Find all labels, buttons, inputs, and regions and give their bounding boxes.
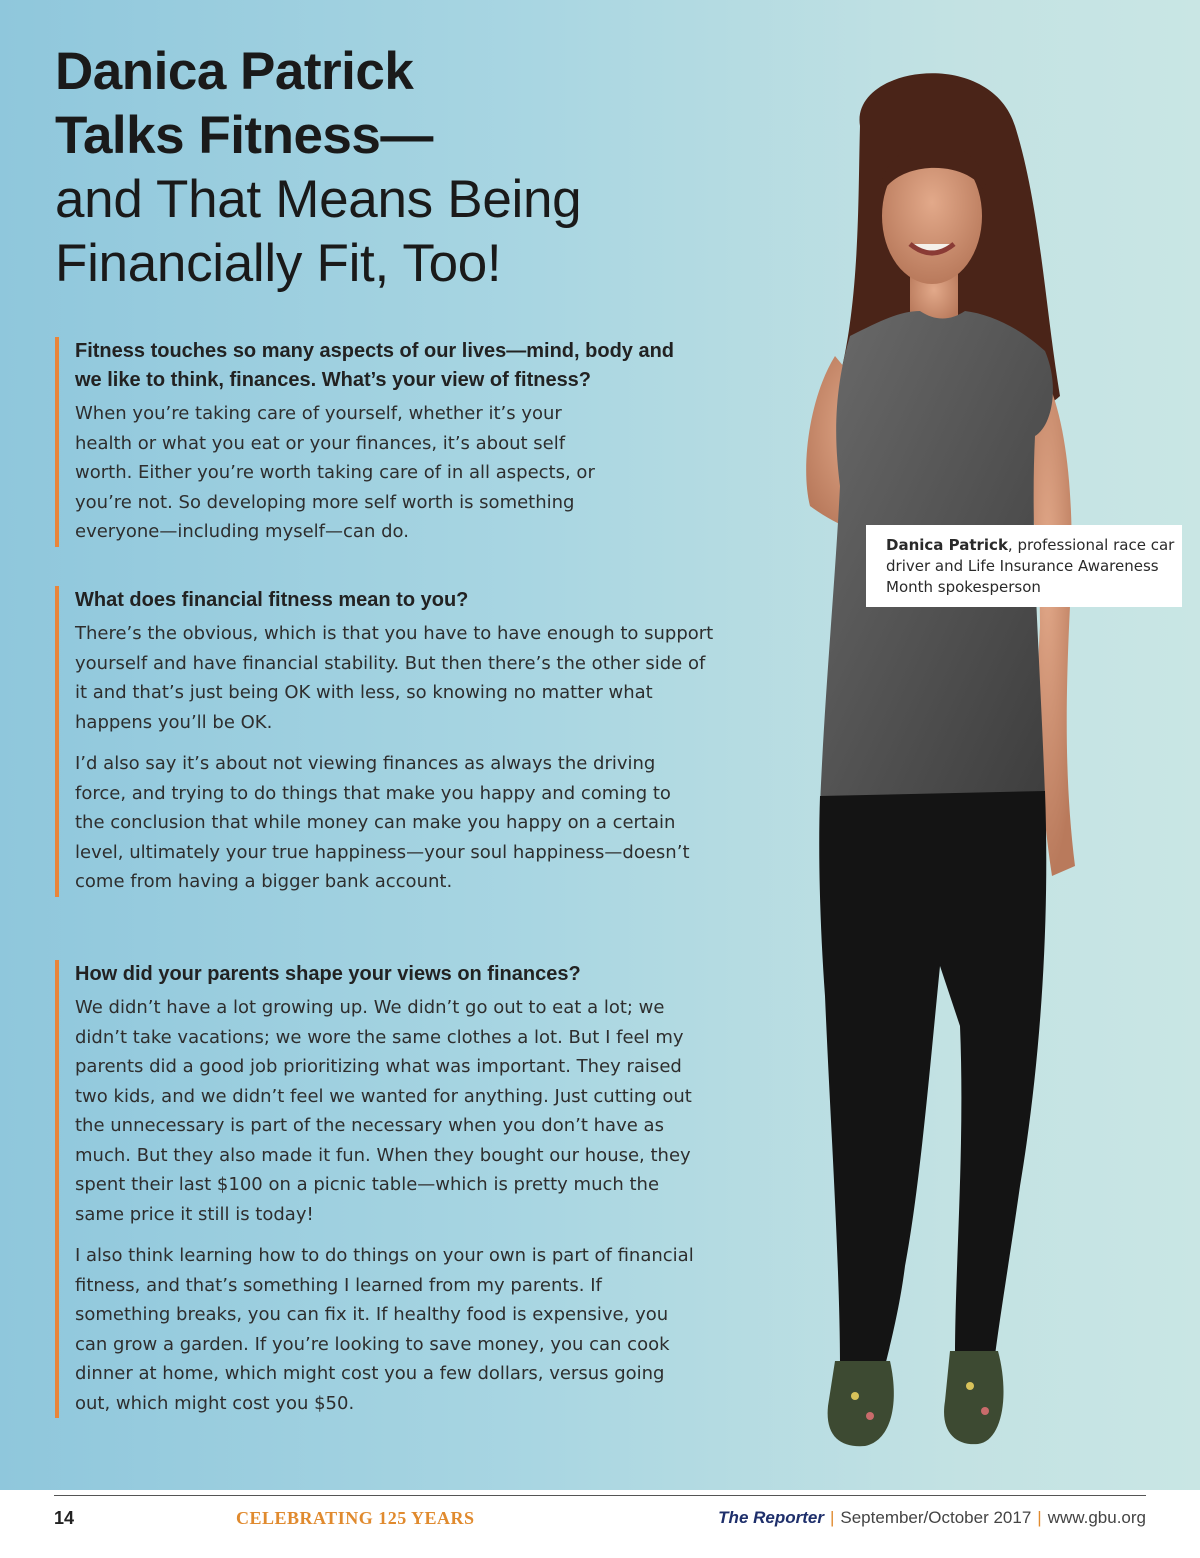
- photo-caption: [866, 525, 1182, 607]
- footer-divider: [54, 1495, 1146, 1496]
- title-line-1: Danica Patrick: [55, 42, 414, 101]
- qa-block-3: [55, 960, 695, 1418]
- article-title: [55, 40, 735, 296]
- title-line-3: and That Means Being: [55, 170, 582, 229]
- title-line-2: Talks Fitness—: [55, 106, 433, 165]
- answer: I’d also say it’s about not viewing finances as always the driving force, and trying to do things that make you happy and coming to the conclusion that while money can make you happy on a certain level, ultimately your true happiness—your soul happiness—doesn’t come from having a bigger bank account.: [75, 753, 690, 892]
- qa-block-2: [55, 586, 715, 897]
- question: What does financial fitness mean to you?: [75, 589, 469, 611]
- footer-publication-info: [718, 1508, 1146, 1528]
- footer-separator: |: [1037, 1508, 1042, 1527]
- question: How did your parents shape your views on finances?: [75, 963, 581, 985]
- answer: We didn’t have a lot growing up. We didn’t go out to eat a lot; we didn’t take vacations; we wore the same clothes a lot. But I feel my parents did a good job prioritizing what was important. They raised two kids, and we didn’t feel we wanted for anything. Just cutting out the unnecessary is part of the necessary when you don’t have as much. But they also made it fun. When they bought our house, they spent their last $100 on a picnic table—which is pretty much the same price it still is today!: [75, 997, 692, 1225]
- caption-text: , professional race car driver and Life Insurance Awareness Month spokesperson: [886, 536, 1175, 596]
- title-line-4: Financially Fit, Too!: [55, 234, 502, 293]
- page-number: 14: [54, 1508, 75, 1528]
- question: Fitness touches so many aspects of our lives—mind, body and we like to think, finances. What’s your view of fitness?: [75, 340, 675, 391]
- answer: There’s the obvious, which is that you have to have enough to support yourself and have financial stability. But then there’s the other side of it and that’s just being OK with less, so knowing no matter what happens you’ll be OK.: [75, 623, 714, 733]
- caption-name: Danica Patrick: [886, 536, 1008, 554]
- website-link[interactable]: www.gbu.org: [1047, 1508, 1146, 1527]
- footer-separator: |: [829, 1508, 835, 1527]
- publication-name: The Reporter: [718, 1508, 824, 1527]
- issue-date: September/October 2017: [840, 1508, 1032, 1527]
- celebrating-banner: CELEBRATING 125 YEARS: [236, 1508, 475, 1528]
- page-footer: [0, 1490, 1200, 1558]
- portrait-photo: [740, 66, 1160, 1466]
- answer: I also think learning how to do things on your own is part of financial fitness, and that’s something I learned from my parents. If something breaks, you can fix it. If healthy food is expensive, you can grow a garden. If you’re looking to save money, you can cook dinner at home, which might cost you a few dollars, versus going out, which might cost you $50.: [75, 1245, 694, 1414]
- qa-block-1: [55, 337, 705, 547]
- answer: When you’re taking care of yourself, whether it’s your health or what you eat or your finances, it’s about self worth. Either you’re worth taking care of in all aspects, or you’re not. So developing more self worth is something everyone—including myself—can do.: [75, 403, 595, 542]
